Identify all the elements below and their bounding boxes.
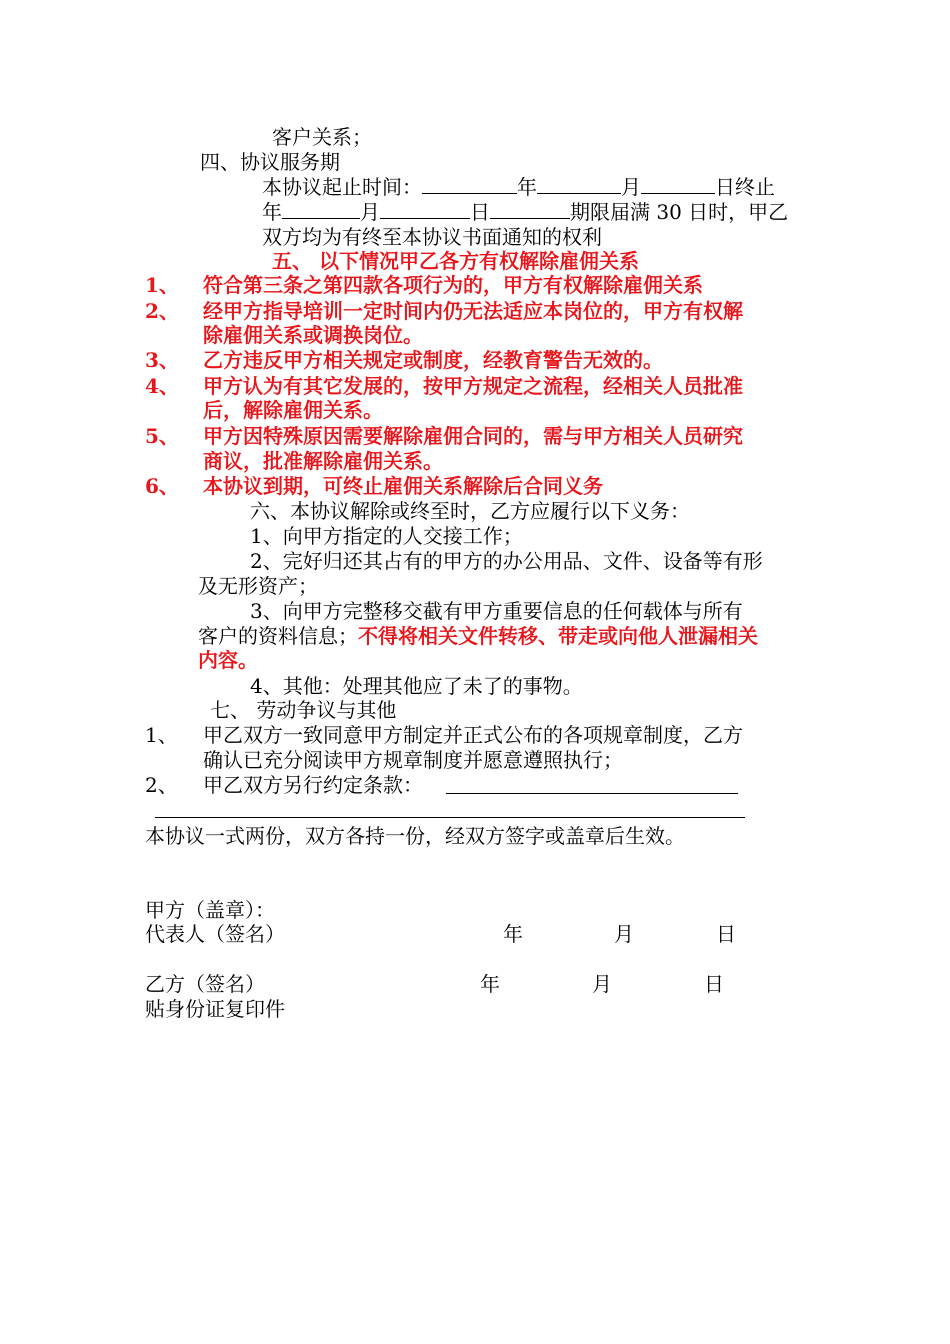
item-text: 本协议到期，可终止雇佣关系解除后合同义务 — [203, 474, 603, 498]
year-label: 年 — [517, 175, 537, 199]
service-period-line2 — [262, 200, 788, 224]
section7-item-1-cont: 确认已充分阅读甲方规章制度并愿意遵照执行； — [203, 748, 623, 772]
section5-item-cont: 除雇佣关系或调换岗位。 — [203, 323, 423, 347]
section5-item-cont: 商议，批准解除雇佣关系。 — [203, 449, 443, 473]
party-a-date-day: 日 — [716, 922, 736, 946]
section6-item-1: 1、向甲方指定的人交接工作； — [250, 524, 523, 548]
period-label: 本协议起止时间： — [262, 175, 422, 199]
month-label: 月 — [360, 200, 380, 224]
item-text: 甲方因特殊原因需要解除雇佣合同的，需与甲方相关人员研究 — [203, 424, 743, 448]
item-text: 符合第三条之第四款各项行为的，甲方有权解除雇佣关系 — [203, 273, 703, 297]
item-text: 甲乙双方另行约定条款： — [203, 773, 423, 797]
party-a-date-month: 月 — [614, 922, 634, 946]
section6-item-3-cont — [198, 624, 758, 648]
item-text: 经甲方指导培训一定时间内仍无法适应本岗位的，甲方有权解 — [203, 299, 743, 323]
section5-item-cont: 后，解除雇佣关系。 — [203, 398, 383, 422]
day-end-label: 日终止 — [715, 175, 775, 199]
section5-item — [145, 348, 663, 372]
item-number: 1、 — [145, 723, 178, 747]
section6-item-3: 3、向甲方完整移交截有甲方重要信息的任何载体与所有 — [250, 599, 743, 623]
party-b-date-day: 日 — [704, 972, 724, 996]
section5-item — [145, 273, 703, 297]
section5-title: 五、 以下情况甲乙各方有权解除雇佣关系 — [272, 249, 639, 273]
section6-item-2-cont: 及无形资产； — [198, 574, 318, 598]
blank-start-day — [641, 175, 715, 194]
item-number: 3、 — [145, 348, 179, 372]
agreement-terms-blank — [446, 793, 738, 794]
blank-start-month — [537, 175, 621, 194]
blank-end-month — [380, 200, 470, 219]
item-number: 1、 — [145, 273, 179, 297]
blank-end-day — [490, 200, 570, 219]
item-number: 2、 — [145, 299, 179, 323]
section5-item — [145, 374, 743, 398]
section5-item — [145, 424, 743, 448]
section6-title: 六、本协议解除或终至时，乙方应履行以下义务： — [250, 499, 690, 523]
item-text: 乙方违反甲方相关规定或制度，经教育警告无效的。 — [203, 348, 663, 372]
section4-tail: 客户关系； — [272, 125, 372, 149]
section5-item — [145, 474, 603, 498]
item-number: 5、 — [145, 424, 179, 448]
agreement-terms-blank-line2 — [155, 817, 745, 818]
section6-item-4: 4、其他：处理其他应了未了的事物。 — [250, 674, 583, 698]
day-label: 日 — [470, 200, 490, 224]
service-period-line1 — [262, 175, 775, 199]
section7-item-2 — [145, 773, 423, 797]
party-b-date-year: 年 — [480, 972, 500, 996]
party-a-seal: 甲方（盖章）： — [145, 898, 275, 922]
section5-item — [145, 299, 743, 323]
year-label: 年 — [262, 200, 282, 224]
item-number: 2、 — [145, 773, 178, 797]
party-a-representative: 代表人（签名） — [145, 922, 285, 946]
closing-statement: 本协议一式两份，双方各持一份，经双方签字或盖章后生效。 — [145, 824, 685, 848]
service-period-line3: 双方均为有终至本协议书面通知的权利 — [262, 225, 602, 249]
item-text: 客户的资料信息； — [198, 624, 358, 648]
section7-item-1 — [145, 723, 743, 747]
item-text: 甲乙双方一致同意甲方制定并正式公布的各项规章制度，乙方 — [203, 723, 743, 747]
item-text: 甲方认为有其它发展的，按甲方规定之流程，经相关人员批准 — [203, 374, 743, 398]
party-b-date-month: 月 — [592, 972, 612, 996]
section4-title: 四、协议服务期 — [200, 150, 340, 174]
section7-title: 七、 劳动争议与其他 — [210, 698, 397, 722]
item-number: 6、 — [145, 474, 179, 498]
id-copy-note: 贴身份证复印件 — [145, 997, 285, 1021]
item-warning-text: 不得将相关文件转移、带走或向他人泄漏相关 — [358, 624, 758, 648]
blank-start-year — [422, 175, 517, 194]
section6-item-2: 2、完好归还其占有的甲方的办公用品、文件、设备等有形 — [250, 549, 763, 573]
party-b-signature: 乙方（签名） — [145, 972, 265, 996]
party-a-date-year: 年 — [503, 922, 523, 946]
month-label: 月 — [621, 175, 641, 199]
item-number: 4、 — [145, 374, 179, 398]
period-expiry-text: 期限届满 30 日时，甲乙 — [570, 200, 789, 224]
section6-item-3-warning-cont: 内容。 — [198, 648, 258, 672]
blank-end-year — [282, 200, 360, 219]
